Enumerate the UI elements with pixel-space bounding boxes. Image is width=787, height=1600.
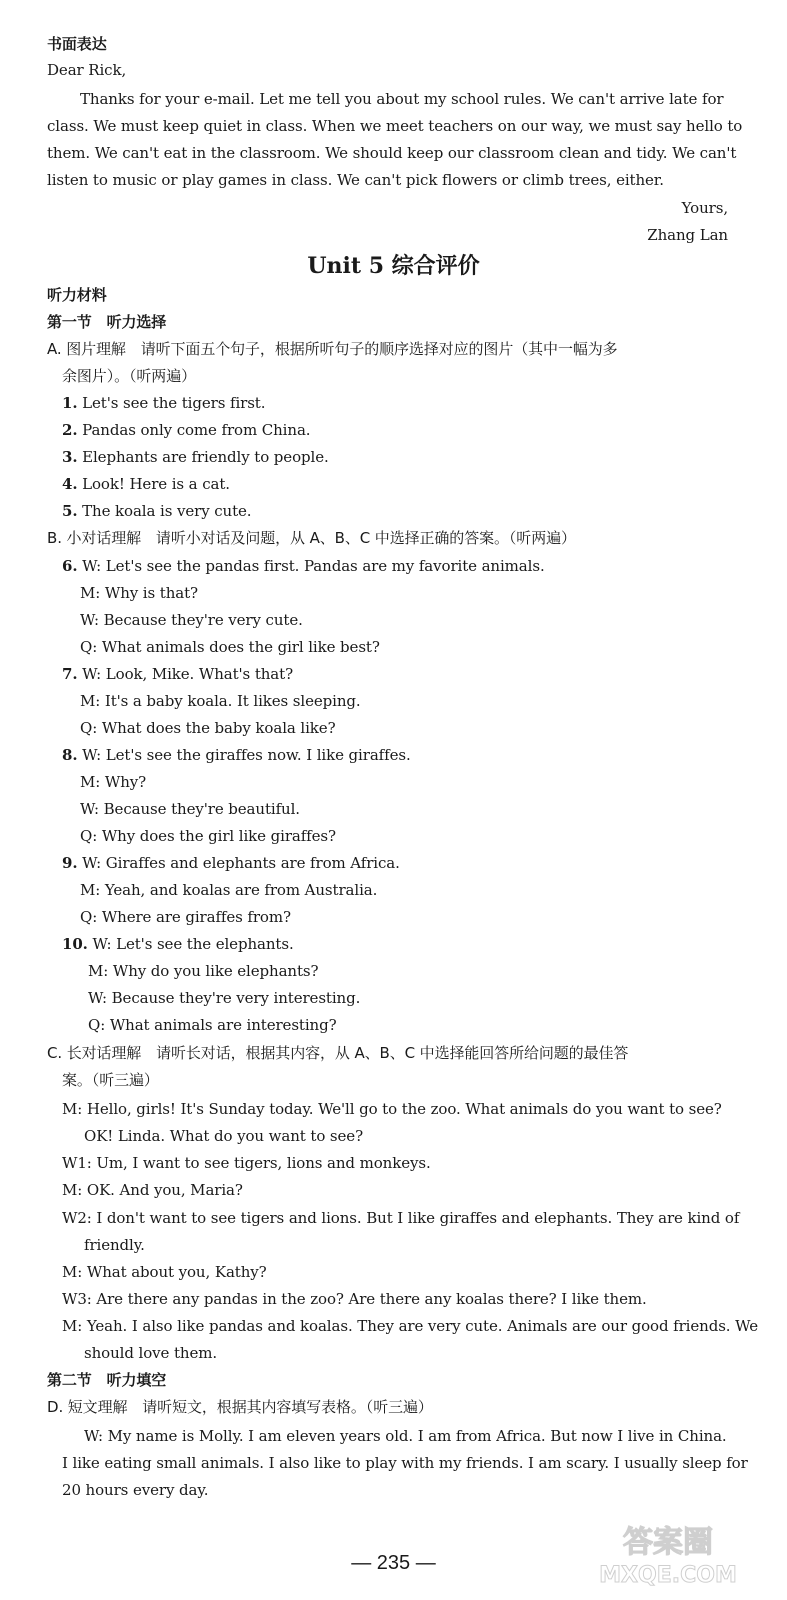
letter-line: class. We must keep quiet in class. When we meet teachers on our way, we must say hello to <box>47 117 743 135</box>
passage-line: W: My name is Molly. I am eleven years old. I am from Africa. But now I live in China. <box>84 1427 727 1445</box>
dialog-line: M: Hello, girls! It's Sunday today. We'll go to the zoo. What animals do you want to see? <box>62 1100 722 1118</box>
dialog-line: W2: I don't want to see tigers and lions. But I like giraffes and elephants. They are kind of <box>62 1209 740 1227</box>
dialog-line: M: Why? <box>80 773 147 791</box>
partC-instruction: C. 长对话理解 请听长对话，根据其内容，从 A、B、C 中选择能回答所给问题的最佳答 <box>47 1044 629 1062</box>
partC-instruction-cont: 案。（听三遍） <box>62 1071 159 1089</box>
letter-line: Thanks for your e-mail. Let me tell you about my school rules. We can't arrive late for <box>80 90 724 108</box>
dialog-line: Q: Where are giraffes from? <box>80 908 291 926</box>
dialog-line: M: Why is that? <box>80 584 198 602</box>
dialog-line: M: Yeah. I also like pandas and koalas. They are very cute. Animals are our good friends. We <box>62 1317 758 1335</box>
section2-heading: 第二节 听力填空 <box>47 1371 167 1389</box>
dialog-line: W: Because they're beautiful. <box>80 800 300 818</box>
list-item: 5. The koala is very cute. <box>62 502 252 520</box>
dialog-line: OK! Linda. What do you want to see? <box>84 1127 364 1145</box>
partA-instruction-cont: 余图片）。（听两遍） <box>62 367 197 385</box>
listening-heading: 听力材料 <box>47 286 107 304</box>
letter-salutation: Dear Rick, <box>47 61 127 79</box>
list-item: 3. Elephants are friendly to people. <box>62 448 329 466</box>
dialog-line: 7. W: Look, Mike. What's that? <box>62 665 294 683</box>
list-item: 4. Look! Here is a cat. <box>62 475 230 493</box>
letter-signature: Zhang Lan <box>647 226 728 244</box>
section1-heading: 第一节 听力选择 <box>47 313 167 331</box>
dialog-line: 10. W: Let's see the elephants. <box>62 935 294 953</box>
dialog-line: 9. W: Giraffes and elephants are from Africa. <box>62 854 400 872</box>
watermark-text-en: MXQE.COM <box>599 1563 737 1588</box>
list-item: 2. Pandas only come from China. <box>62 421 311 439</box>
watermark-text-cn: 答案圈 <box>623 1525 713 1560</box>
letter-line: listen to music or play games in class. We can't pick flowers or climb trees, either. <box>47 171 664 189</box>
dialog-line: W: Because they're very cute. <box>80 611 303 629</box>
partD-instruction: D. 短文理解 请听短文，根据其内容填写表格。（听三遍） <box>47 1398 433 1416</box>
dialog-line: 8. W: Let's see the giraffes now. I like giraffes. <box>62 746 411 764</box>
dialog-line: M: Yeah, and koalas are from Australia. <box>80 881 378 899</box>
letter-line: them. We can't eat in the classroom. We should keep our classroom clean and tidy. We can't <box>47 144 737 162</box>
dialog-line: M: OK. And you, Maria? <box>62 1181 243 1199</box>
partA-instruction: A. 图片理解 请听下面五个句子，根据所听句子的顺序选择对应的图片（其中一幅为多 <box>47 340 618 358</box>
dialog-line: W1: Um, I want to see tigers, lions and monkeys. <box>62 1154 431 1172</box>
passage-line: 20 hours every day. <box>62 1481 209 1499</box>
dialog-line: W: Because they're very interesting. <box>88 989 361 1007</box>
dialog-line: friendly. <box>84 1236 145 1254</box>
dialog-line: M: It's a baby koala. It likes sleeping. <box>80 692 361 710</box>
writing-heading: 书面表达 <box>47 35 107 53</box>
dialog-line: M: What about you, Kathy? <box>62 1263 267 1281</box>
letter-closing: Yours, <box>681 199 728 217</box>
partB-instruction: B. 小对话理解 请听小对话及问题，从 A、B、C 中选择正确的答案。（听两遍） <box>47 529 576 547</box>
dialog-line: 6. W: Let's see the pandas first. Pandas are my favorite animals. <box>62 557 545 575</box>
passage-line: I like eating small animals. I also like to play with my friends. I am scary. I usually sleep for <box>62 1454 748 1472</box>
dialog-line: W3: Are there any pandas in the zoo? Are there any koalas there? I like them. <box>62 1290 647 1308</box>
dialog-line: Q: What animals does the girl like best? <box>80 638 380 656</box>
page-number: — 235 — <box>351 1552 436 1574</box>
unit-title: Unit 5 综合评价 <box>307 253 480 279</box>
watermark-logo <box>573 1520 763 1590</box>
dialog-line: Q: Why does the girl like giraffes? <box>80 827 336 845</box>
dialog-line: should love them. <box>84 1344 218 1362</box>
list-item: 1. Let's see the tigers first. <box>62 394 266 412</box>
dialog-line: M: Why do you like elephants? <box>88 962 319 980</box>
dialog-line: Q: What animals are interesting? <box>88 1016 337 1034</box>
dialog-line: Q: What does the baby koala like? <box>80 719 336 737</box>
